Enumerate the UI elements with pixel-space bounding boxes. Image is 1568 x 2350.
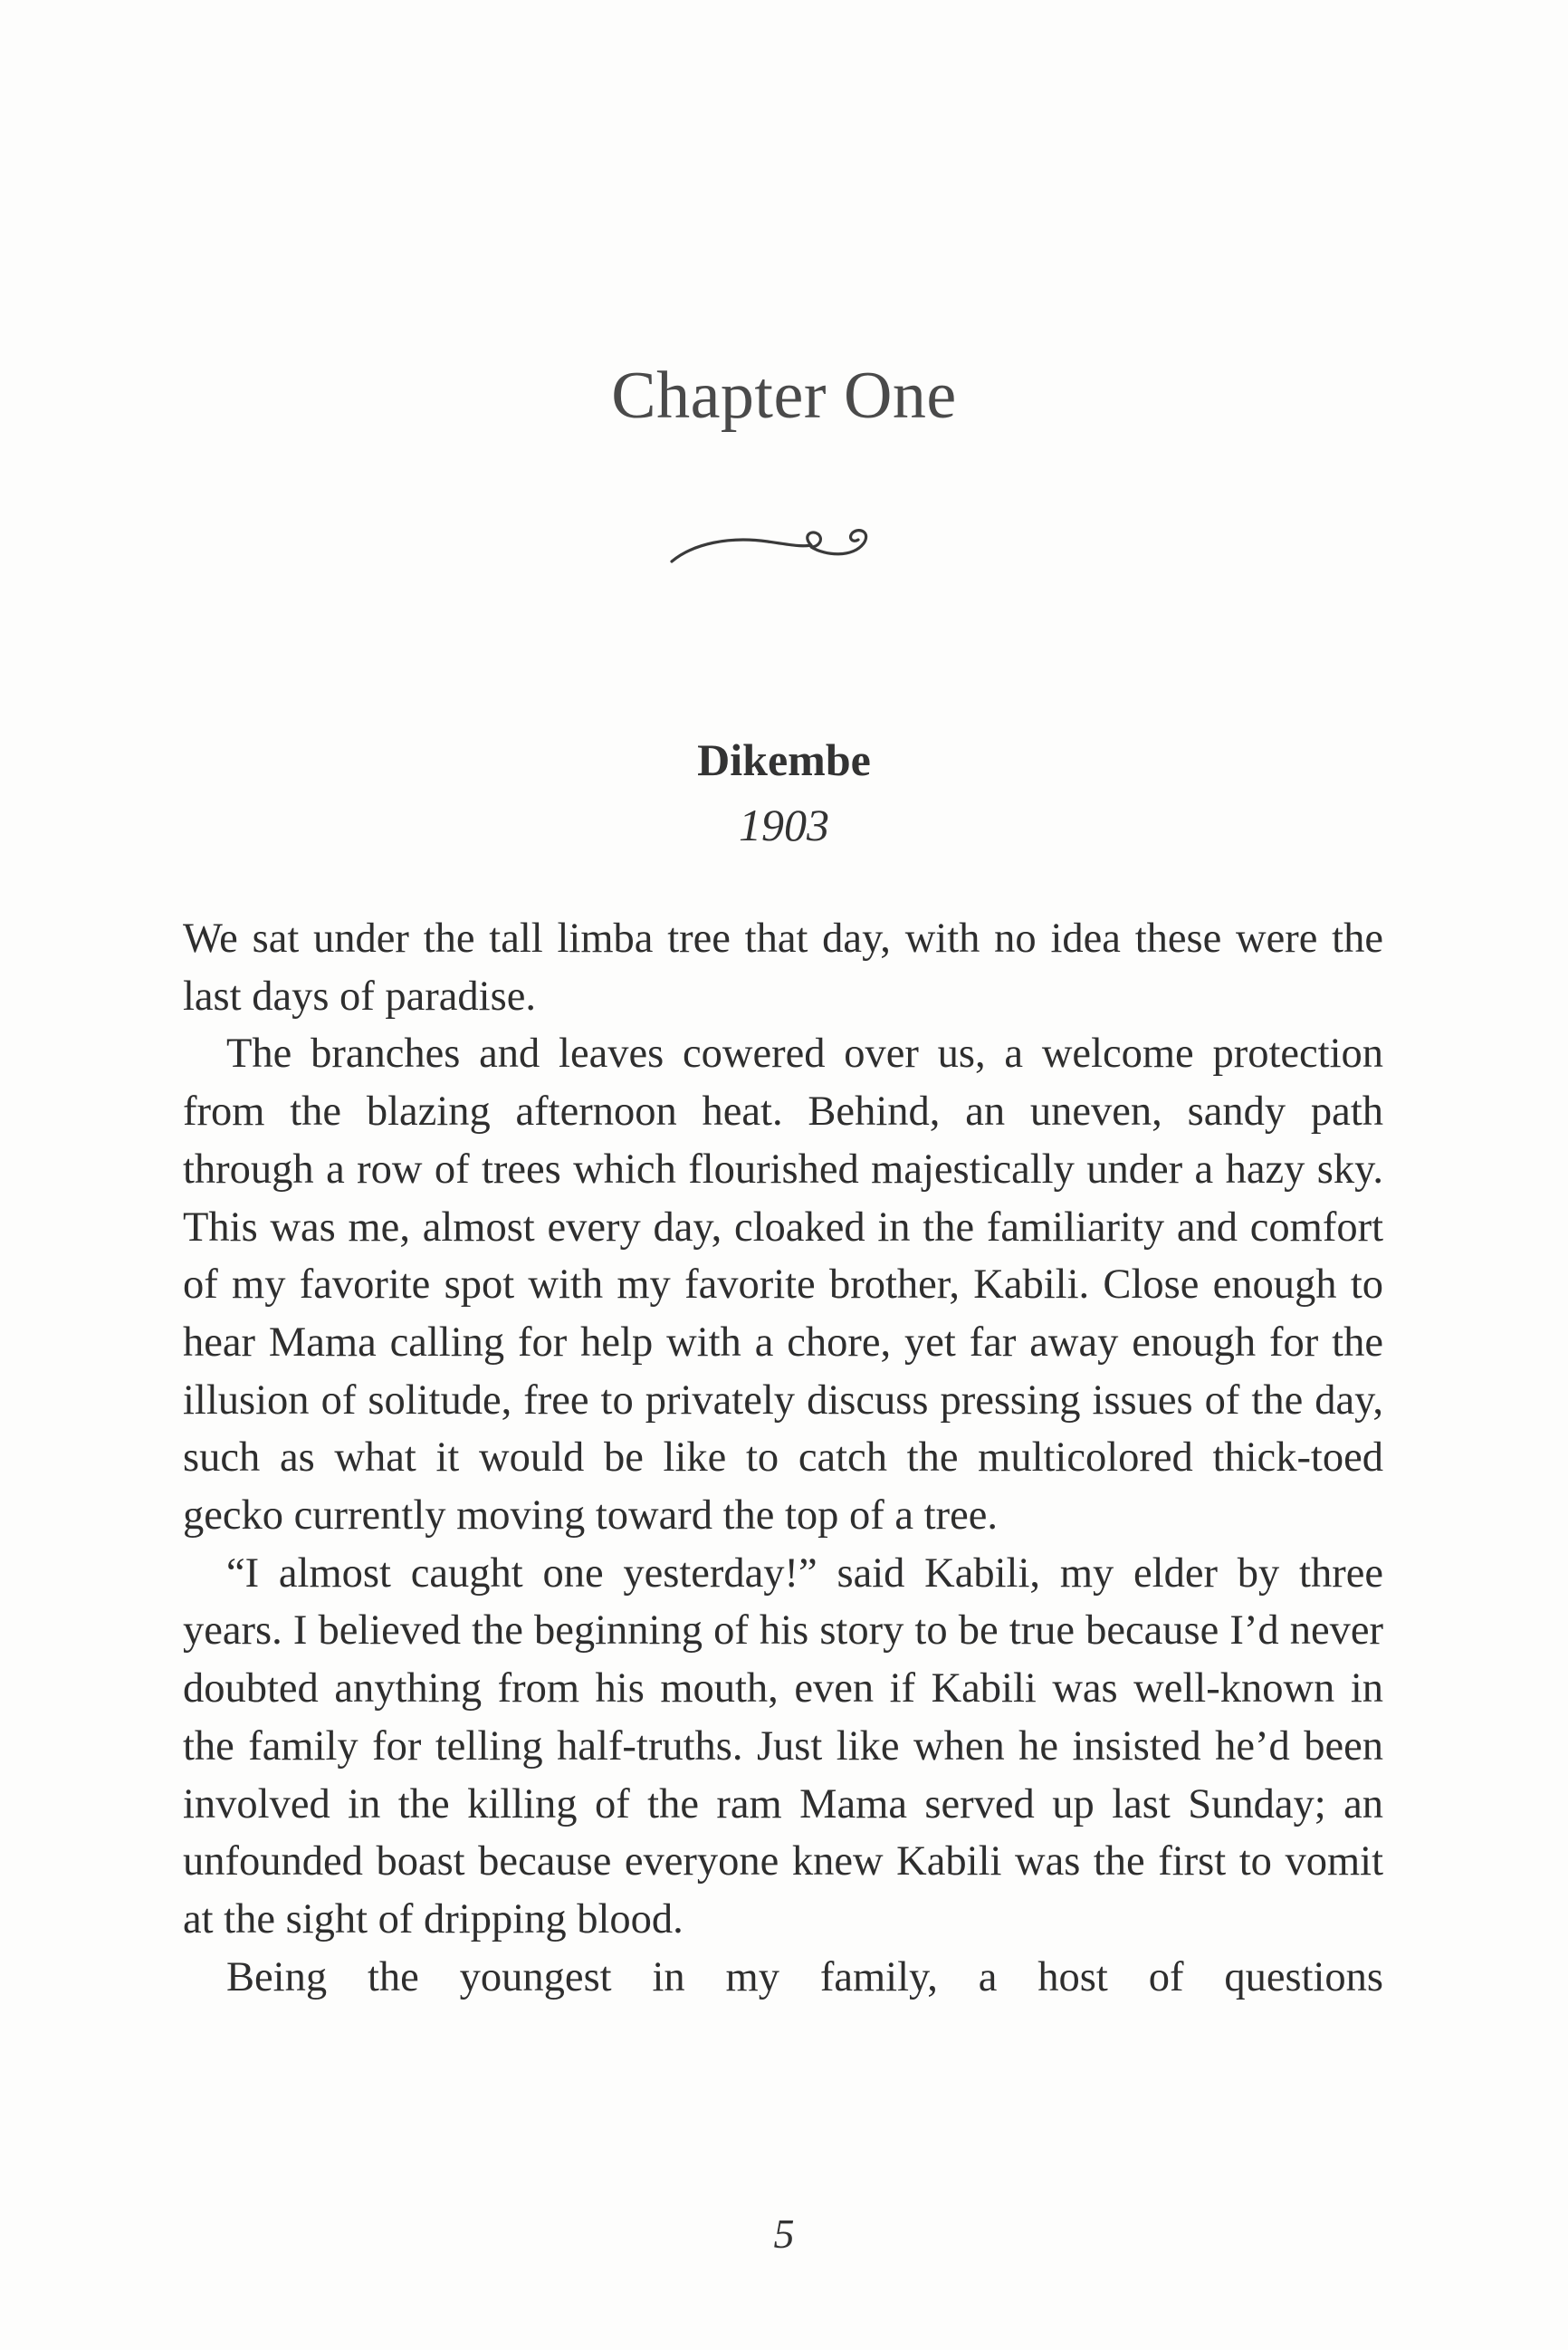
section-heading-name: Dikembe bbox=[697, 734, 871, 785]
page-number: 5 bbox=[773, 2211, 795, 2257]
paragraph: Being the youngest in my family, a host of questions bbox=[226, 1953, 1383, 2000]
flourish-ornament-icon bbox=[666, 496, 911, 573]
paragraph: The branches and leaves cowered over us, a welcome protection from the blazing afternoon heat. Behind, an uneven, sandy path through a row of trees which flourished majestically under a hazy sky. This was me, almost every day, cloaked in the familiarity and comfort of my favorite spot with my favorite brother, Kabili. Close enough to hear Mama calling for help with a chore, yet far away enough for the illusion of solitude, free to privately discuss pressing issues of the day, such as what it would be like to catch the multicolored thick-toed gecko currently moving toward the top of a tree. bbox=[183, 1031, 1383, 1539]
chapter-body-text bbox=[183, 910, 1383, 2006]
paragraph: We sat under the tall limba tree that day, with no idea these were the last days of paradise. bbox=[183, 916, 1383, 1020]
section-heading-year: 1903 bbox=[739, 800, 829, 850]
chapter-title: Chapter One bbox=[611, 359, 957, 433]
paragraph: “I almost caught one yesterday!” said Kabili, my elder by three years. I believed the beginning of his story to be true because I’d never doubted anything from his mouth, even if Kabili was well-known in the family for telling half-truths. Just like when he insisted he’d been involved in the killing of the ram Mama served up last Sunday; an unfounded boast because everyone knew Kabili was the first to vomit at the sight of dripping blood. bbox=[183, 1549, 1383, 1942]
